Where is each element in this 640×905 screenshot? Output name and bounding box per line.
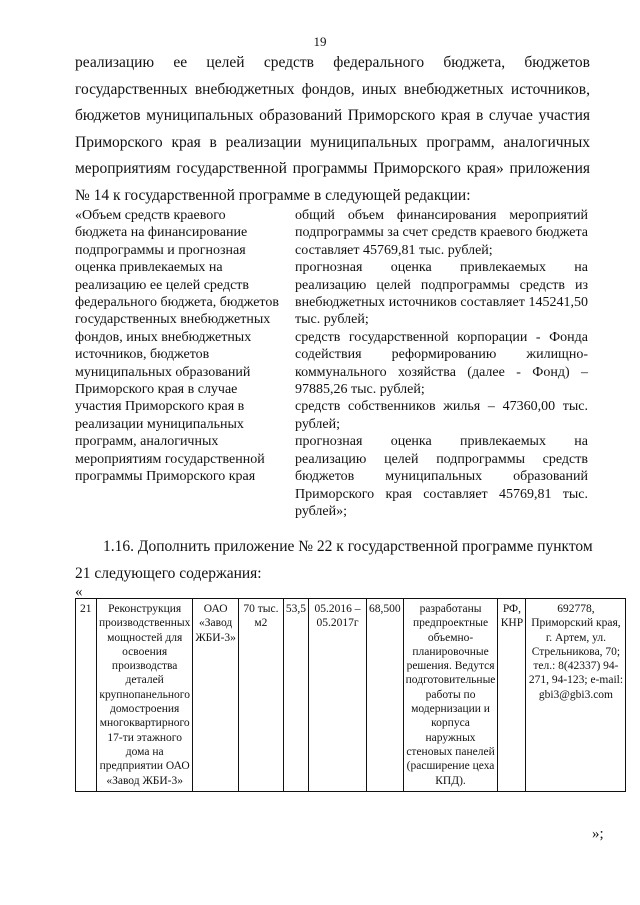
- addition-paragraph: [75, 534, 593, 587]
- closing-quote: »;: [592, 826, 604, 842]
- text-line: № 14 к государственной программе в следующей редакции:: [75, 186, 471, 204]
- passport-item: средств собственников жилья – 47360,00 тыс. рублей;: [295, 399, 588, 432]
- passport-item: прогнозная оценка привлекаемых на реализацию целей подпрограммы средств из внебюджетных источников составляет 145241,50 тыс. рублей;: [295, 260, 588, 328]
- cell-project: Реконструкция производственных мощностей для освоения производства деталей крупнопанельного домостроения многоквартирного 17-ти этажного дома на предприятии ОАО «Завод ЖБИ-3»: [97, 599, 193, 792]
- text-line: мероприятиям государственной программы Приморского края» приложения: [75, 160, 590, 177]
- text-line: Приморского края в реализации муниципальных программ, аналогичных: [75, 133, 590, 151]
- passport-item: прогнозная оценка привлекаемых на реализацию целей подпрограммы средств бюджетов муниципальных образований Приморского края составляет 45769,81 тыс. рублей»;: [295, 434, 588, 519]
- cell-status: разработаны предпроектные объемно-планировочные решения. Ведутся подготовительные работы по модернизации и корпуса наружных стеновых панелей (расширение цеха КПД).: [403, 599, 498, 792]
- text-line: 1.16. Дополнить приложение № 22 к государственной программе пунктом: [103, 538, 593, 555]
- passport-values: [295, 207, 588, 520]
- cell-number: 21: [76, 599, 97, 792]
- opening-quote: «: [75, 584, 83, 600]
- page-number: 19: [313, 34, 327, 49]
- cell-value2: 68,500: [367, 599, 404, 792]
- table-row: [76, 599, 626, 792]
- project-table: [75, 598, 626, 792]
- text-line: реализацию ее целей средств федерального бюджета, бюджетов: [75, 54, 590, 71]
- cell-capacity: 70 тыс. м2: [238, 599, 283, 792]
- cell-contacts: 692778, Приморский края, г. Артем, ул. Стрельникова, 70; тел.: 8(42337) 94-271, 94-123; e-mail: gbi3@gbi3.com: [526, 599, 626, 792]
- passport-item: средств государственной корпорации - Фонда содействия реформированию жилищно-коммунального хозяйства (далее - Фонд) – 97885,26 тыс. рублей;: [295, 329, 588, 398]
- text-line: государственных внебюджетных фондов, иных внебюджетных источников,: [75, 80, 590, 98]
- intro-paragraph: [75, 50, 590, 209]
- text-line: 21 следующего содержания:: [75, 564, 262, 582]
- cell-period: 05.2016 – 05.2017г: [309, 599, 367, 792]
- cell-company: ОАО «Завод ЖБИ-3»: [193, 599, 239, 792]
- passport-label: «Объем средств краевого бюджета на финансирование подпрограммы и прогнозная оценка привлекаемых на реализацию ее целей средств федерального бюджета, бюджетов государственных внебюджетных фондов, иных внебюджетных источников, бюджетов муниципальных образований Приморского края в случае участия Приморского края в реализации муниципальных программ, аналогичных мероприятиям государственной программы Приморского края: [75, 208, 279, 485]
- text-line: бюджетов муниципальных образований Приморского края в случае участия: [75, 107, 590, 124]
- passport-item: общий объем финансирования мероприятий подпрограммы за счет средств краевого бюджета составляет 45769,81 тыс. рублей;: [295, 208, 588, 258]
- cell-value1: 53,5: [283, 599, 308, 792]
- cell-country: РФ, КНР: [498, 599, 526, 792]
